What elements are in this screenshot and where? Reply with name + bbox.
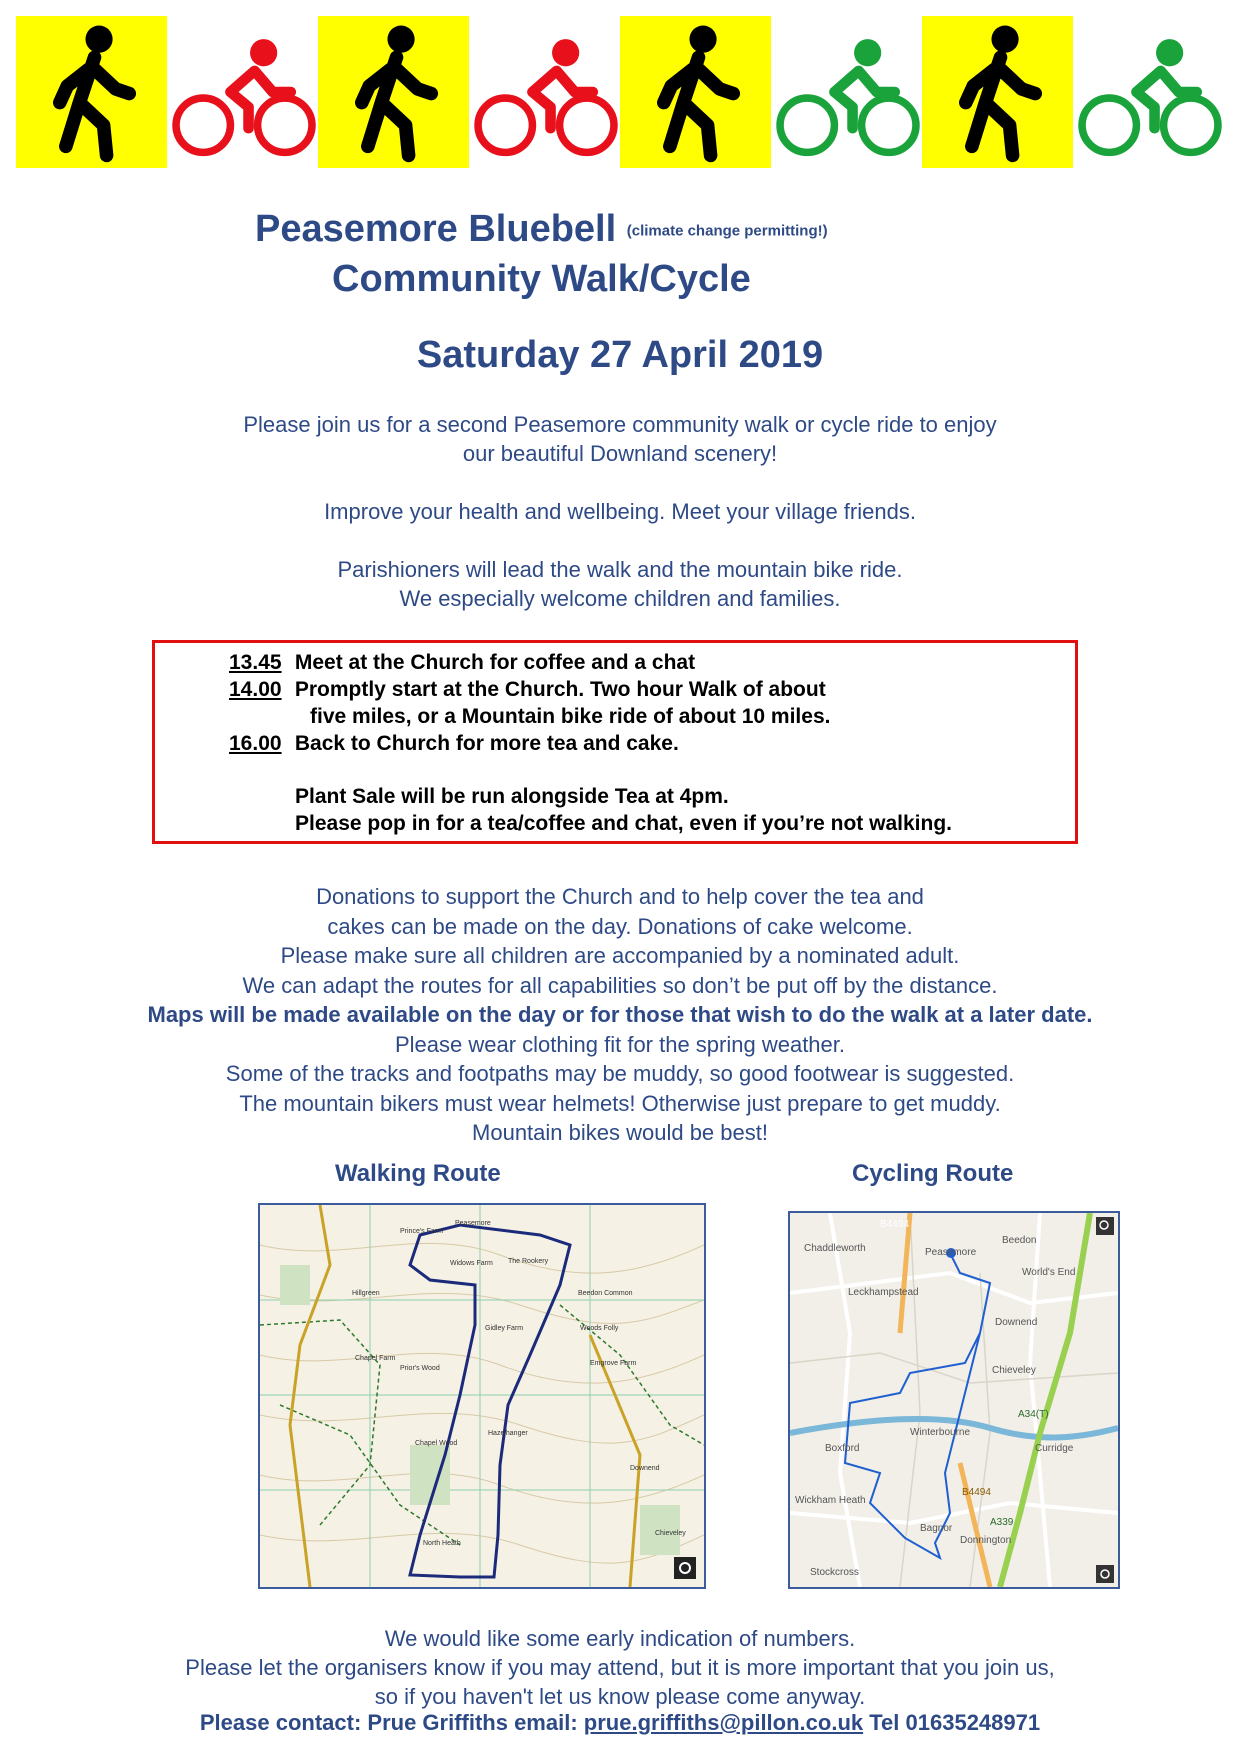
- contact-line: [0, 1710, 1240, 1736]
- info-line: The mountain bikers must wear helmets! Otherwise just prepare to get muddy.: [239, 1090, 1001, 1116]
- cycling-route-title: Cycling Route: [852, 1160, 1014, 1187]
- schedule-time: 13.45: [229, 651, 282, 674]
- map-label: Peasemore: [455, 1220, 491, 1227]
- cyclist-icon: [469, 16, 620, 168]
- map-label: The Rookery: [508, 1258, 549, 1265]
- map-label: Boxford: [825, 1443, 860, 1454]
- map-label: Chapel Farm: [355, 1355, 396, 1362]
- map-label: Curridge: [1035, 1443, 1074, 1454]
- map-label: World's End: [1022, 1267, 1076, 1278]
- maps-notice: Maps will be made available on the day or for those that wish to do the walk at a later date.: [147, 1002, 1093, 1027]
- info-line: Please wear clothing fit for the spring weather.: [394, 1031, 846, 1057]
- schedule-time: 16.00: [229, 732, 282, 755]
- cyclist-tile: [1073, 16, 1224, 168]
- map-label: Chieveley: [655, 1530, 686, 1537]
- cyclist-icon: [167, 16, 318, 168]
- map-label: Downend: [630, 1465, 660, 1472]
- info-line: Mountain bikes would be best!: [472, 1120, 768, 1145]
- walker-icon: [922, 16, 1073, 168]
- map-label: Peasemore: [925, 1247, 977, 1258]
- footer-line: Please let the organisers know if you may attend, but it is more important that you join us,: [185, 1655, 1055, 1680]
- walker-icon: [16, 16, 167, 168]
- intro-line: Parishioners will lead the walk and the mountain bike ride.: [337, 557, 903, 582]
- contact-tel: Tel 01635248971: [869, 1710, 1041, 1735]
- page-title: [255, 208, 828, 251]
- locate-icon[interactable]: [674, 1557, 696, 1579]
- intro-line: Please join us for a second Peasemore community walk or cycle ride to enjoy: [243, 412, 997, 437]
- map-label: Widows Farm: [450, 1260, 493, 1267]
- walker-tile: [620, 16, 771, 168]
- cyclist-tile: [167, 16, 318, 168]
- map-label: A34(T): [1018, 1409, 1049, 1420]
- map-label: Gidley Farm: [485, 1325, 524, 1332]
- contact-email-link[interactable]: prue.griffiths@pillon.co.uk: [583, 1710, 864, 1735]
- schedule-row: five miles, or a Mountain bike ride of about 10 miles.: [310, 705, 831, 728]
- intro-line: our beautiful Downland scenery!: [462, 441, 778, 466]
- walker-icon: [318, 16, 469, 168]
- cyclist-tile: [771, 16, 922, 168]
- info-line: We can adapt the routes for all capabilities so don’t be put off by the distance.: [242, 972, 998, 998]
- schedule-row: [229, 730, 679, 757]
- map-label: Beedon Common: [578, 1290, 633, 1297]
- footer-line: so if you haven't let us know please come anyway.: [374, 1684, 866, 1709]
- intro-text: [60, 555, 1180, 613]
- walker-tile: [922, 16, 1073, 168]
- intro-text: [60, 410, 1180, 468]
- tea-note: Please pop in for a tea/coffee and chat, even if you’re not walking.: [295, 812, 952, 835]
- map-label: Winterbourne: [910, 1427, 971, 1438]
- walker-icon: [620, 16, 771, 168]
- schedule-box: [152, 640, 1078, 844]
- map-label: Hillgreen: [352, 1290, 380, 1297]
- info-text: [60, 882, 1180, 1148]
- cycling-route-map[interactable]: [788, 1211, 1120, 1589]
- info-line: Please make sure all children are accompanied by a nominated adult.: [280, 943, 960, 968]
- event-date: Saturday 27 April 2019: [416, 334, 824, 376]
- map-label: Chapel Wood: [415, 1440, 458, 1447]
- schedule-text: Promptly start at the Church. Two hour Walk of about: [294, 678, 826, 701]
- info-line: Donations to support the Church and to help cover the tea and: [316, 884, 924, 909]
- map-label: Emgrove Farm: [590, 1360, 637, 1367]
- walking-map-graphic: [260, 1205, 704, 1587]
- footer-text: [60, 1624, 1180, 1711]
- info-line: Some of the tracks and footpaths may be muddy, so good footwear is suggested.: [225, 1061, 1015, 1086]
- map-label: Wickham Heath: [795, 1495, 866, 1506]
- banner: [16, 16, 1216, 168]
- map-label: Prince's Farm: [400, 1228, 443, 1235]
- map-label: Prior's Wood: [400, 1365, 440, 1372]
- schedule-row: [229, 676, 826, 703]
- map-label: Bagnor: [920, 1523, 953, 1534]
- page-subtitle: Community Walk/Cycle: [332, 258, 751, 300]
- schedule-text: Back to Church for more tea and cake.: [294, 732, 679, 755]
- cyclist-icon: [1073, 16, 1224, 168]
- walking-route-map[interactable]: [258, 1203, 706, 1589]
- map-label: Woods Folly: [580, 1325, 619, 1332]
- map-label: A339: [990, 1517, 1014, 1528]
- map-label: Stockcross: [810, 1567, 859, 1578]
- map-label: B4494: [962, 1487, 991, 1498]
- locate-icon[interactable]: [1096, 1565, 1114, 1583]
- schedule-time: 14.00: [229, 678, 282, 701]
- cyclist-icon: [771, 16, 922, 168]
- contact-label: Please contact: Prue Griffiths email:: [199, 1710, 578, 1735]
- search-icon[interactable]: [1096, 1217, 1114, 1235]
- map-label: North Heath: [423, 1540, 461, 1547]
- cyclist-tile: [469, 16, 620, 168]
- schedule-text: Meet at the Church for coffee and a chat: [294, 651, 696, 674]
- map-label: Hazelhanger: [488, 1430, 528, 1437]
- plant-sale-note: Plant Sale will be run alongside Tea at 4pm.: [295, 785, 729, 808]
- info-line: cakes can be made on the day. Donations of cake welcome.: [327, 913, 913, 939]
- map-label: B4494: [880, 1219, 909, 1230]
- map-label: Donnington: [960, 1535, 1012, 1546]
- title-main: Peasemore Bluebell: [255, 208, 617, 250]
- map-label: Beedon: [1002, 1235, 1037, 1246]
- intro-text: [60, 497, 1180, 526]
- map-label: Downend: [995, 1317, 1038, 1328]
- map-label: Chaddleworth: [804, 1243, 866, 1254]
- cycling-map-graphic: [790, 1213, 1118, 1587]
- footer-line: We would like some early indication of numbers.: [384, 1626, 856, 1651]
- intro-line: We especially welcome children and families.: [399, 586, 841, 611]
- intro-line: Improve your health and wellbeing. Meet your village friends.: [324, 499, 916, 524]
- walker-tile: [16, 16, 167, 168]
- map-label: Chieveley: [992, 1365, 1036, 1376]
- title-note: (climate change permitting!): [626, 222, 828, 240]
- walking-route-title: Walking Route: [335, 1160, 501, 1187]
- map-label: Leckhampstead: [848, 1287, 919, 1298]
- schedule-row: [229, 649, 695, 676]
- walker-tile: [318, 16, 469, 168]
